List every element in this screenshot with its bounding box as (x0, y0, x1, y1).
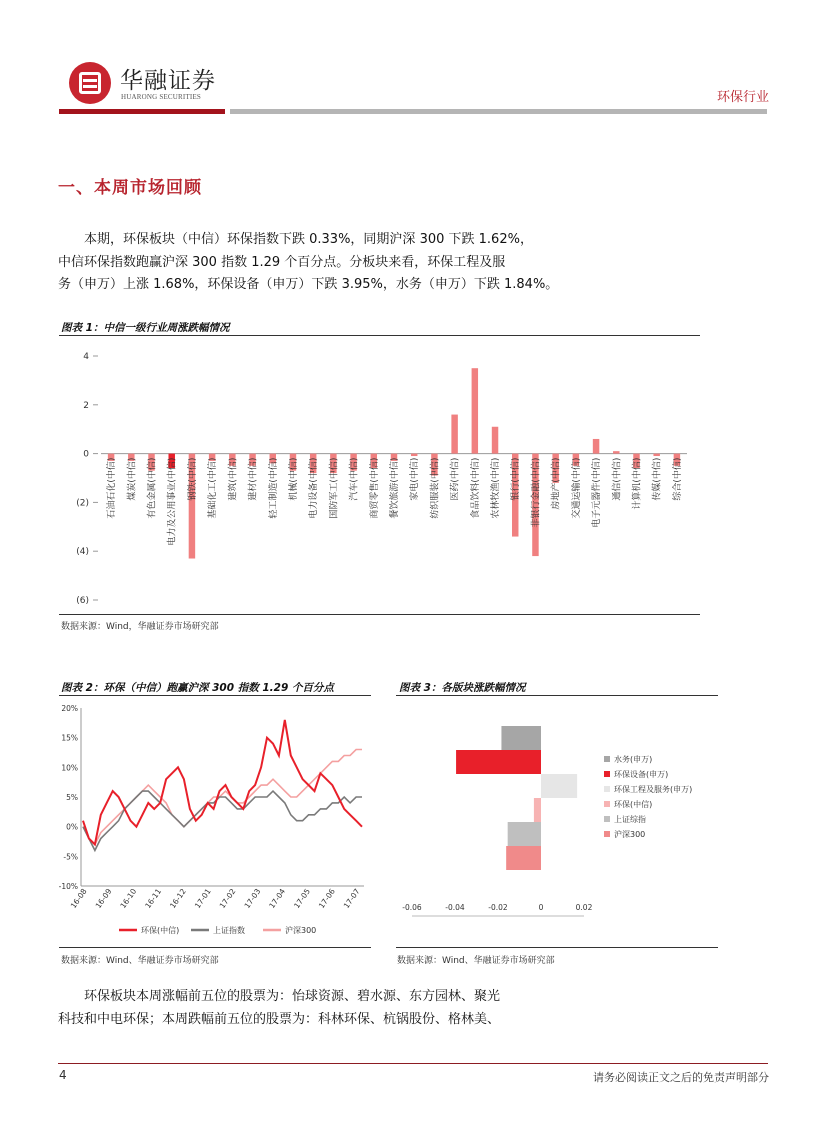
figure3-bottom-rule (396, 947, 718, 948)
intro-line: 务（申万）上涨 1.68%，环保设备（申万）下跌 3.95%，水务（申万）下跌 1.84%。 (58, 277, 559, 292)
x-tick-label: -0.02 (488, 903, 508, 912)
bar (506, 846, 541, 870)
x-tick-label: 16-11 (143, 886, 164, 911)
bar (451, 415, 457, 454)
x-category-label: 有色金属(中信) (147, 457, 158, 519)
y-tick-label: 4 (83, 352, 89, 362)
legend-label: 环保工程及服务(申万) (614, 785, 693, 794)
y-tick-label: (6) (76, 596, 89, 606)
figure3-bar-chart (396, 698, 718, 946)
x-tick-label: -0.04 (445, 903, 465, 912)
figure2-line-chart (59, 698, 371, 946)
figure1-top-rule (59, 335, 700, 336)
x-category-label: 纺织服装(中信) (430, 457, 441, 519)
legend-swatch (604, 756, 610, 762)
legend-swatch (604, 816, 610, 822)
outro-paragraph (58, 986, 588, 1031)
figure2-title: 图表 2：环保（中信）跑赢沪深 300 指数 1.29 个百分点 (61, 682, 334, 694)
x-category-label: 电力设备(中信) (309, 457, 320, 519)
x-category-label: 家电(中信) (410, 457, 421, 501)
y-tick-label: 0% (66, 822, 78, 832)
x-category-label: 银行(中信) (511, 457, 522, 501)
footer-disclaimer: 请务必阅读正文之后的免责声明部分 (593, 1071, 769, 1084)
bar (411, 454, 417, 456)
x-tick-label: 0.02 (575, 903, 593, 912)
x-tick-label: 17-07 (341, 886, 362, 911)
x-category-label: 房地产(中信) (551, 457, 562, 510)
industry-label: 环保行业 (716, 90, 769, 105)
x-category-label: 医药(中信) (450, 457, 461, 501)
x-tick-label: -0.06 (402, 903, 422, 912)
x-category-label: 餐饮旅游(中信) (390, 457, 400, 519)
y-tick-label: (2) (76, 498, 89, 509)
figure2-top-rule (59, 695, 371, 696)
y-tick-label: 20% (61, 704, 78, 713)
legend-swatch (604, 831, 610, 837)
page-number: 4 (59, 1068, 67, 1082)
x-category-label: 商贸零售(中信) (369, 457, 380, 519)
x-tick-label: 17-02 (217, 886, 238, 911)
x-tick-label: 17-05 (292, 886, 313, 911)
legend-swatch (604, 786, 610, 792)
x-category-label: 石油石化(中信) (107, 457, 118, 519)
x-category-label: 通信(中信) (612, 457, 623, 501)
brand-name-en: HUARONG SECURITIES (121, 93, 202, 101)
bar (492, 427, 498, 454)
outro-line: 科技和中电环保；本周跌幅前五位的股票为：科林环保、杭锅股份、格林美、 (58, 1011, 501, 1027)
legend-swatch (604, 801, 610, 807)
x-category-label: 农林牧渔(中信) (491, 457, 502, 519)
x-category-label: 计算机(中信) (632, 457, 643, 510)
logo-bar-bottom (83, 85, 97, 88)
figure1-bottom-rule (59, 614, 700, 615)
legend-label: 水务(申万) (614, 755, 653, 764)
figure2-source: 数据来源：Wind、华融证券市场研究部 (61, 956, 219, 966)
series-line (83, 720, 362, 845)
x-tick-label: 17-01 (192, 886, 213, 911)
intro-line: 本期，环保板块（中信）环保指数下跌 0.33%，同期沪深 300 下跌 1.62%， (84, 232, 533, 247)
bar (501, 726, 541, 750)
bar (593, 439, 599, 454)
x-category-label: 非银行金融(中信) (531, 457, 542, 528)
x-tick-label: 16-09 (93, 886, 114, 911)
x-tick-label: 16-08 (68, 886, 89, 911)
bar (653, 454, 659, 456)
section-title: 一、本周市场回顾 (58, 178, 202, 198)
bar (534, 798, 541, 822)
y-tick-label: 2 (83, 400, 89, 411)
x-category-label: 电子元器件(中信) (592, 457, 603, 528)
y-tick-label: -10% (59, 882, 78, 891)
x-tick-label: 0 (538, 903, 544, 912)
x-tick-label: 16-10 (118, 886, 139, 911)
x-tick-label: 17-03 (242, 886, 263, 911)
huarong-logo (69, 62, 111, 104)
figure3-top-rule (396, 695, 718, 696)
x-category-label: 煤炭(中信) (127, 457, 138, 501)
figure2-bottom-rule (59, 947, 371, 948)
x-category-label: 汽车(中信) (349, 457, 360, 501)
outro-line: 环保板块本周涨幅前五位的股票为：怡球资源、碧水源、东方园林、聚光 (84, 989, 501, 1004)
x-category-label: 机械(中信) (288, 457, 299, 501)
figure3-title: 图表 3：各版块涨跌幅情况 (399, 682, 526, 694)
x-category-label: 电力及公用事业(中信) (167, 457, 178, 546)
x-category-label: 建筑(中信) (228, 457, 239, 501)
brand-name-cn: 华融证券 (120, 68, 216, 94)
figure1-source: 数据来源：Wind，华融证券市场研究部 (61, 622, 219, 632)
bar (508, 822, 541, 846)
y-tick-label: 5% (66, 793, 78, 802)
y-tick-label: 15% (61, 733, 78, 743)
x-category-label: 轻工制造(中信) (268, 457, 279, 519)
figure1-bar-chart (59, 338, 700, 614)
x-tick-label: 17-04 (267, 886, 288, 911)
y-tick-label: -5% (63, 852, 78, 862)
legend-label: 沪深300 (285, 926, 317, 935)
legend-label: 沪深300 (614, 830, 646, 839)
y-tick-label: 10% (61, 763, 78, 773)
x-category-label: 国防军工(中信) (329, 457, 340, 519)
x-tick-label: 16-12 (168, 886, 188, 911)
bar (472, 368, 478, 453)
header-rule-red (59, 109, 225, 114)
x-category-label: 钢铁(中信) (187, 457, 198, 501)
legend-label: 环保设备(申万) (614, 770, 669, 779)
x-category-label: 建材(中信) (248, 457, 259, 501)
bar (541, 774, 577, 798)
x-category-label: 食品饮料(中信) (470, 457, 481, 519)
figure3-source: 数据来源：Wind、华融证券市场研究部 (397, 956, 555, 966)
bar (613, 451, 619, 453)
logo-emblem (79, 72, 101, 94)
x-category-label: 交通运输(中信) (571, 457, 582, 519)
series-line (83, 791, 362, 850)
legend-label: 环保(中信) (614, 800, 653, 809)
x-category-label: 综合(中信) (672, 457, 683, 501)
legend-label: 上证综指 (614, 815, 646, 824)
legend-swatch (604, 771, 610, 777)
logo-bar-top (83, 79, 97, 82)
intro-paragraph (58, 229, 588, 297)
header-rule-gray (230, 109, 767, 114)
legend-label: 上证指数 (213, 926, 245, 935)
x-category-label: 基础化工(中信) (208, 457, 219, 519)
y-tick-label: 0 (83, 449, 89, 460)
footer-rule (58, 1063, 768, 1064)
x-category-label: 传媒(中信) (652, 457, 663, 501)
figure1-title: 图表 1：中信一级行业周涨跌幅情况 (61, 322, 230, 334)
legend-label: 环保(中信) (141, 926, 180, 935)
bar (456, 750, 541, 774)
x-tick-label: 17-06 (316, 886, 337, 911)
y-tick-label: (4) (76, 547, 89, 558)
intro-line: 中信环保指数跑赢沪深 300 指数 1.29 个百分点。分板块来看，环保工程及服 (58, 254, 506, 270)
